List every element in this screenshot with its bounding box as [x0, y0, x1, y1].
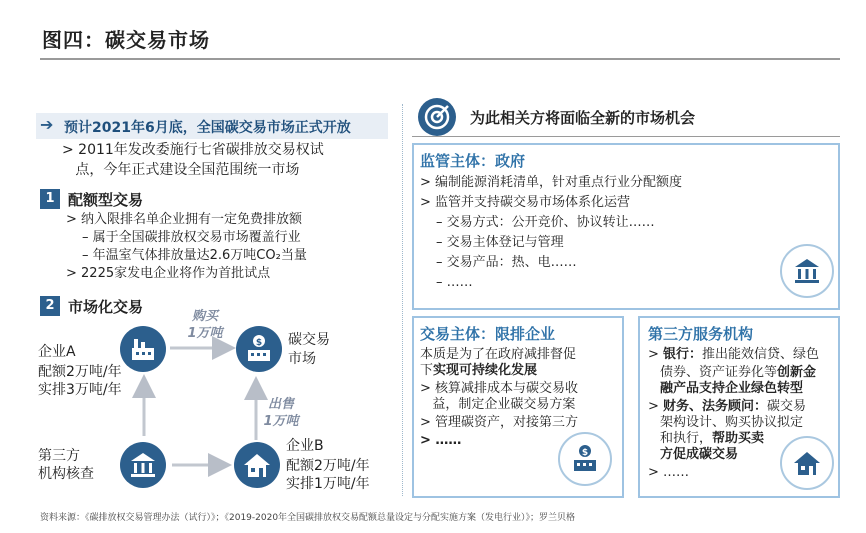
intro-line-2: 点，今年正式建设全国范围统一市场	[62, 162, 300, 178]
trade-item-2: > 管理碳资产，对接第三方	[420, 415, 579, 430]
finance-bold-1: 帮助买卖	[712, 431, 765, 446]
trade-intro-2-emphasis: 实现可持续化发展	[433, 363, 538, 378]
section-title-quota: 配额型交易	[68, 191, 144, 209]
sell-label-action: 出售	[267, 397, 294, 412]
market-label-2: 市场	[288, 351, 316, 367]
header-divider	[412, 136, 840, 137]
finance-text-2: 架构设计、购买协议拟定	[660, 415, 804, 430]
company-a-quota: 配额2万吨/年	[38, 364, 122, 380]
gov-sub-item-4: – ……	[436, 275, 473, 290]
trade-item-3: > ……	[420, 433, 462, 448]
bank-item: > 银行：推出能效信贷、绿色	[648, 347, 820, 362]
arrow-right-icon: ➔	[40, 115, 54, 134]
right-header: 为此相关方将面临全新的市场机会	[470, 109, 696, 127]
page-title: 图四：碳交易市场	[42, 28, 210, 52]
quota-sub-item-2: – 年温室气体排放量达2.6万吨CO₂当量	[82, 248, 307, 263]
buy-label-amount: 1万吨	[187, 326, 223, 341]
factory-icon	[120, 326, 166, 372]
section-number-1: 1	[40, 189, 60, 209]
third-more: > ……	[648, 465, 690, 480]
trade-panel-title: 交易主体：限排企业	[420, 325, 556, 343]
third-party-label-1: 第三方	[38, 448, 80, 464]
company-a-actual: 实排3万吨/年	[38, 382, 122, 398]
market-label-1: 碳交易	[288, 332, 330, 348]
trade-intro-2	[420, 362, 537, 380]
bank-bold-2: 融产品支持企业绿色转型	[660, 381, 804, 396]
gov-item-1: > 编制能源消耗清单，针对重点行业分配额度	[420, 175, 683, 190]
gov-sub-item-3: – 交易产品：热、电……	[436, 255, 577, 270]
finance-item: > 财务、法务顾问：碳交易	[648, 399, 807, 414]
bank-label: 银行：	[663, 347, 703, 362]
bank-text-1: 推出能效信贷、绿色	[702, 347, 820, 362]
source-footnote: 资料来源：《碳排放权交易管理办法（试行）》；《2019-2020年全国碳排放权交易配额总量设定与分配实施方案（发电行业）》；罗兰贝格	[40, 513, 576, 523]
trade-market-icon	[558, 432, 612, 486]
quota-item-2: > 2225家发电企业将作为首批试点	[66, 266, 271, 281]
quota-item-1: > 纳入限排名单企业拥有一定免费排放额	[66, 212, 303, 227]
finance-text-3a: 和执行，	[660, 431, 713, 446]
gov-item-2: > 监管并支持碳交易市场体系化运营	[420, 195, 631, 210]
sell-label-amount: 1万吨	[263, 414, 299, 429]
finance-label: 财务、法务顾问：	[663, 399, 768, 414]
buy-label	[180, 308, 230, 342]
third-house-icon	[780, 436, 834, 490]
gov-sub-item-2: – 交易主体登记与管理	[436, 235, 564, 250]
market-building-icon	[236, 326, 282, 372]
bank-text-2: 债券、资产证券化等	[660, 365, 778, 380]
section-title-market: 市场化交易	[68, 298, 144, 316]
trade-item-1-cont: 益，制定企业碳交易方案	[420, 397, 576, 412]
bank-bold-1: 创新金	[777, 365, 817, 380]
third-panel-title: 第三方服务机构	[648, 325, 754, 343]
buy-label-action: 购买	[191, 309, 218, 324]
svg-text:$: $	[255, 338, 263, 348]
gov-sub-item-1: – 交易方式：公开竞价、协议转让……	[436, 215, 655, 230]
highlight-text: 预计2021年6月底，全国碳交易市场正式开放	[64, 120, 351, 136]
company-b-quota: 配额2万吨/年	[286, 458, 370, 474]
company-b-actual: 实排1万吨/年	[286, 476, 370, 492]
company-b-name: 企业B	[286, 438, 324, 454]
target-icon	[418, 98, 456, 136]
section-number-2: 2	[40, 296, 60, 316]
trade-item-1: > 核算减排成本与碳交易收	[420, 381, 579, 396]
gov-panel-title: 监管主体：政府	[420, 152, 526, 170]
svg-text:$: $	[581, 448, 589, 458]
house-icon	[234, 442, 280, 488]
sell-label	[258, 396, 304, 430]
intro-line-1: > 2011年发改委施行七省碳排放交易权试	[62, 142, 324, 158]
finance-text-1: 碳交易	[767, 399, 807, 414]
trade-intro-2-prefix: 下	[420, 363, 434, 378]
gov-institution-icon	[780, 244, 834, 298]
company-a-name: 企业A	[38, 344, 76, 360]
quota-sub-item-1: – 属于全国碳排放权交易市场覆盖行业	[82, 230, 301, 245]
third-party-label-2: 机构核查	[38, 466, 94, 482]
finance-bold-2: 方促成碳交易	[660, 447, 739, 462]
trade-intro-1: 本质是为了在政府减排督促	[420, 347, 577, 362]
institution-icon	[120, 442, 166, 488]
